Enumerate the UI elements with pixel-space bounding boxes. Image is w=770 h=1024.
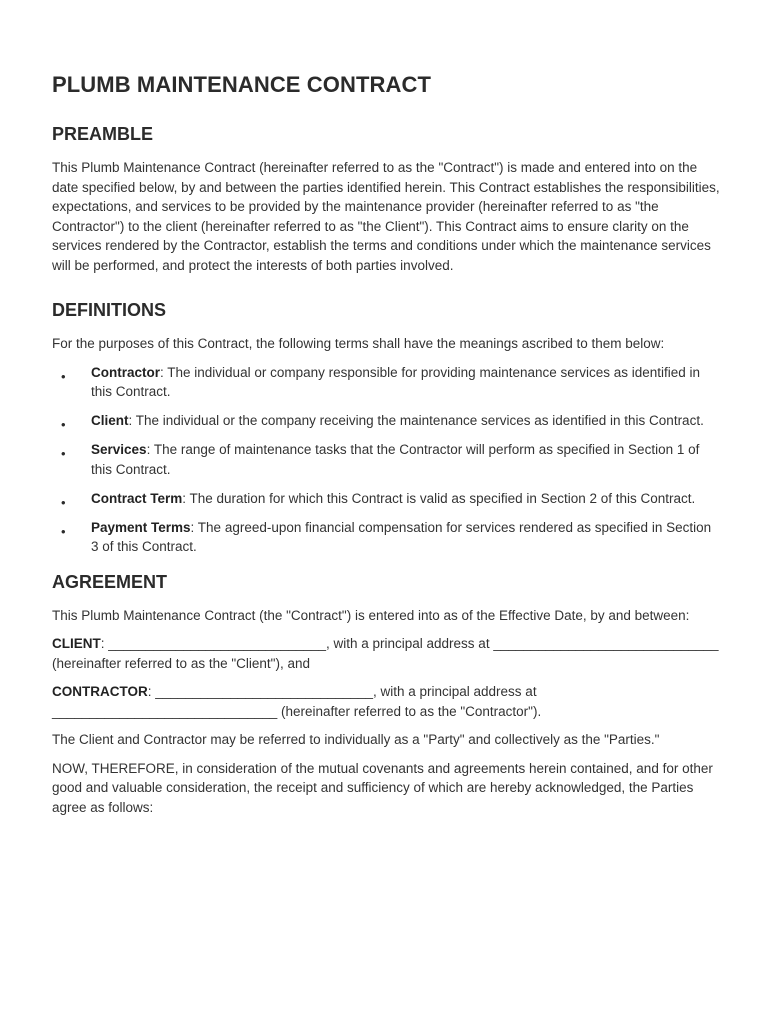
definition-term: Contract Term [91,490,183,506]
agreement-intro: This Plumb Maintenance Contract (the "Contract") is entered into as of the Effective Date, by and between: [52,607,690,623]
definition-term: Payment Terms [91,519,191,535]
definitions-list [52,363,722,557]
bullet-icon: • [61,368,66,384]
agreement-heading: AGREEMENT [52,571,168,592]
client-details: : _____________________________, with a principal address at ______________________________ (hereinafter referred to as the "Client"), and [52,636,719,671]
definitions-intro: For the purposes of this Contract, the following terms shall have the meanings ascribed to them below: [52,336,665,351]
definition-text [91,363,722,402]
contractor-party-paragraph [52,682,722,721]
definition-description: : The agreed-upon financial compensation for services rendered as specified in Section 3 of this Contract. [91,519,712,554]
definition-term: Client [91,413,129,428]
definition-text [91,518,722,557]
definition-term: Contractor [91,364,161,380]
bullet-icon: • [61,494,66,510]
definition-description: : The individual or company responsible for providing maintenance services as identified in this Contract. [91,364,701,399]
client-party-paragraph [52,634,722,673]
definition-description: : The duration for which this Contract is valid as specified in Section 2 of this Contract. [182,490,696,506]
definition-text [91,489,722,509]
contractor-label: CONTRACTOR [52,684,148,699]
definition-description: : The individual or the company receiving the maintenance services as identified in this Contract. [128,413,704,428]
document-title: PLUMB MAINTENANCE CONTRACT [52,72,432,97]
definition-description: : The range of maintenance tasks that the Contractor will perform as specified in Section 1 of this Contract. [91,442,700,477]
parties-paragraph: The Client and Contractor may be referred to individually as a "Party" and collectively as the "Parties." [52,732,660,747]
definitions-heading: DEFINITIONS [52,300,167,320]
client-label: CLIENT [52,636,101,651]
bullet-icon: • [61,446,66,461]
definition-item-payment-terms [52,518,722,557]
contractor-details: : _____________________________, with a principal address at ______________________________ (hereinafter referred to as the "Contractor"). [52,684,542,719]
bullet-icon: • [61,417,66,432]
contract-page [52,70,722,817]
bullet-icon: • [61,523,66,539]
definition-text [91,411,722,431]
now-therefore-paragraph: NOW, THEREFORE, in consideration of the mutual covenants and agreements herein contained, and for other good and valuable consideration, the receipt and sufficiency of which are hereby acknowledged, the Parties agree as follows: [52,760,713,815]
definition-text [91,440,722,479]
definition-item-services [52,440,722,479]
preamble-heading: PREAMBLE [52,124,154,144]
definition-item-contractor [52,363,722,402]
definition-item-contract-term [52,489,722,509]
definition-item-client [52,411,722,431]
preamble-paragraph: This Plumb Maintenance Contract (hereinafter referred to as the "Contract") is made and entered into on the date specified below, by and between the parties identified herein. This Contract establishes the responsibilities, expectations, and services to be provided by the maintenance provider (hereinafter referred to as "the Contractor") to the client (hereinafter referred to as "the Client"). This Contract aims to ensure clarity on the services rendered by the Contractor, establish the terms and conditions under which the maintenance services will be performed, and protect the interests of both parties involved. [52,160,720,273]
definition-term: Services [91,442,147,457]
